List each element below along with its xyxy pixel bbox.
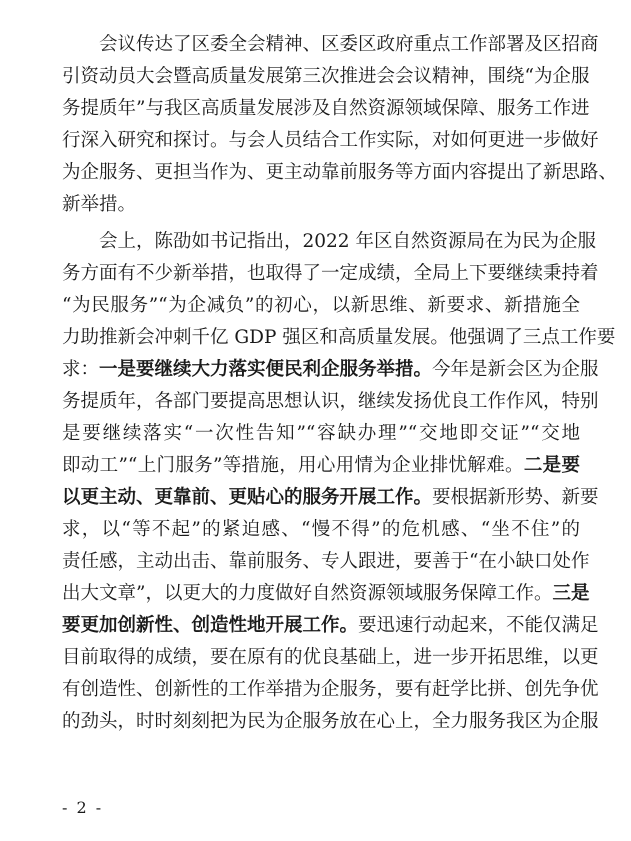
text-line	[62, 259, 599, 289]
text-line	[62, 291, 580, 321]
text-segment: 务方面有不少新举措，也取得了一定成绩，全局上下要继续秉持着	[62, 263, 599, 284]
text-segment: 力助推新会冲刺千亿 GDP 强区和高质量发展。他强调了三点工作要	[62, 327, 616, 348]
text-segment: 求，以“等不起”的紧迫感、“慢不得”的危机感、“坐不住”的	[62, 519, 580, 540]
text-segment: 出大文章”，以更大的力度做好自然资源领域服务保障工作。	[62, 583, 553, 604]
bold-text: 三是	[552, 583, 590, 604]
text-segment: 会议传达了区委全会精神、区委区政府重点工作部署及区招商	[62, 34, 599, 55]
text-line	[62, 547, 590, 577]
text-segment: 行深入研究和探讨。与会人员结合工作实际，对如何更进一步做好	[62, 130, 599, 151]
text-segment: 会上，陈劭如书记指出，2022 年区自然资源局在为民为企服	[62, 231, 596, 252]
text-line	[62, 419, 580, 449]
text-line	[62, 227, 596, 257]
text-segment: 有创造性、创新性的工作举措为企服务，要有赶学比拼、创先争优	[62, 679, 599, 700]
text-segment: 务提质年”与我区高质量发展涉及自然资源领域保障、服务工作进	[62, 98, 590, 119]
bold-text: 二是要	[523, 455, 580, 476]
text-segment: 是要继续落实“一次性告知”“容缺办理”“交地即交证”“交地	[62, 423, 580, 444]
text-line	[62, 355, 599, 385]
text-line	[62, 515, 580, 545]
text-line	[62, 190, 580, 220]
bold-text: 要更加创新性、创造性地开展工作。	[62, 615, 359, 636]
text-segment: 要迅速行动起来，不能仅满足	[358, 615, 599, 636]
text-line	[62, 451, 580, 481]
text-segment: 的劲头，时时刻刻把为民为企服务放在心上，全力服务我区为企服	[62, 711, 599, 732]
text-line	[62, 387, 599, 417]
text-line	[62, 94, 590, 124]
text-line	[62, 323, 616, 353]
text-segment: 引资动员大会暨高质量发展第三次推进会会议精神，围绕“为企服	[62, 66, 590, 87]
text-segment: 为企服务、更担当作为、更主动靠前服务等方面内容提出了新思路、	[62, 162, 618, 183]
text-line	[62, 707, 599, 737]
text-line	[62, 643, 599, 673]
text-line	[62, 611, 599, 641]
text-segment: “为民服务”“为企减负”的初心，以新思维、新要求、新措施全	[62, 295, 580, 316]
text-segment: 新举措。	[62, 194, 137, 215]
text-segment: 责任感，主动出击、靠前服务、专人跟进，要善于“在小缺口处作	[62, 551, 590, 572]
text-segment: 即动工”“上门服务”等措施，用心用情为企业排忧解难。	[62, 455, 524, 476]
text-line	[62, 483, 599, 513]
text-line	[62, 126, 599, 156]
text-segment: 目前取得的成绩，要在原有的优良基础上，进一步开拓思维，以更	[62, 647, 599, 668]
text-line	[62, 30, 599, 60]
text-line	[62, 62, 590, 92]
text-line	[62, 579, 590, 609]
text-segment: 务提质年，各部门要提高思想认识，继续发扬优良工作作风，特别	[62, 391, 599, 412]
text-segment: 今年是新会区为企服	[432, 359, 599, 380]
text-line	[62, 675, 599, 705]
text-line	[62, 158, 618, 188]
bold-text: 以更主动、更靠前、更贴心的服务开展工作。	[62, 487, 433, 508]
bold-text: 一是要继续大力落实便民利企服务举措。	[99, 359, 433, 380]
text-segment: 求：	[62, 359, 100, 380]
page-number: - 2 -	[62, 798, 104, 817]
text-segment: 要根据新形势、新要	[432, 487, 599, 508]
